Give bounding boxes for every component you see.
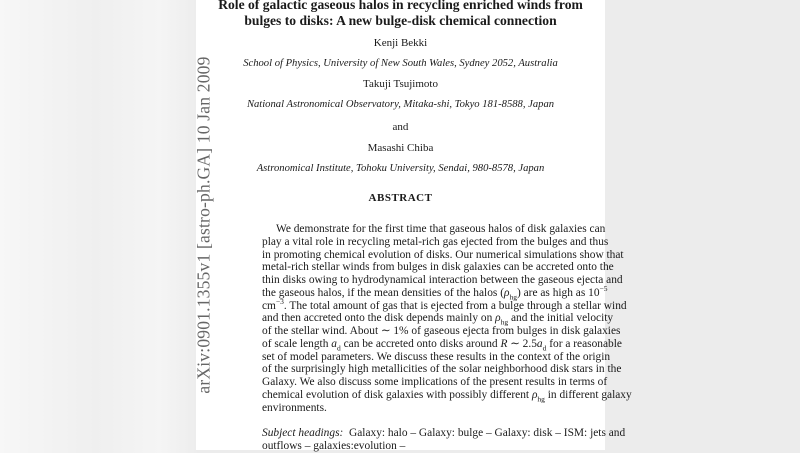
abstract-text-segment: the gaseous halos, if the mean densities of the halos ( (262, 286, 504, 299)
abstract-text-segment: −3 (275, 296, 284, 306)
viewer-background (605, 0, 800, 450)
abstract-text-segment: hg (509, 292, 517, 302)
abstract-text-segment: . The total amount of gas that is ejected from a bulge through a stellar wind (283, 299, 627, 312)
author-affiliation: School of Physics, University of New South Wales, Sydney 2052, Australia (243, 58, 558, 69)
abstract-text-segment: can be accreted onto disks around (340, 337, 501, 350)
abstract-text-segment: and the initial velocity (508, 312, 614, 325)
abstract-line (262, 248, 624, 262)
abstract-text-segment: Galaxy. We also discuss some implications of the present results in terms of (262, 376, 608, 388)
abstract-text-segment: We demonstrate for the first time that gaseous halos of disk galaxies can (276, 223, 606, 235)
abstract-text-segment: ) are as high as 10 (516, 286, 600, 299)
abstract-text-segment: set of model parameters. We discuss these results in the context of the origin (262, 350, 611, 363)
abstract-text-segment: −5 (599, 283, 608, 293)
abstract-line (262, 325, 621, 338)
abstract-text-segment: ρ (495, 312, 501, 325)
abstract-text-segment: a (536, 337, 543, 350)
subject-headings-label: Subject headings: (262, 427, 344, 439)
author-affiliation: Astronomical Institute, Tohoku University, Sendai, 980-8578, Japan (256, 163, 545, 174)
author-name: Masashi Chiba (367, 142, 434, 154)
author-name: Kenji Bekki (373, 37, 428, 49)
abstract-text-segment: chemical evolution of disk galaxies with possibly different (262, 388, 532, 401)
abstract-line (262, 388, 632, 404)
abstract-text-segment: cm (262, 299, 276, 312)
abstract-text-segment: of the surprisingly high metallicities of the solar neighborhood disk stars in the (262, 363, 622, 376)
arxiv-stamp: arXiv:0901.1355v1 [astro-ph.GA] 10 Jan 2009 (193, 56, 214, 394)
paper-title-line-2: bulges to disks: A new bulge-disk chemical connection (244, 13, 557, 28)
abstract-text-segment: and then accreted onto the disk depends mainly on (262, 312, 496, 325)
abstract-text-segment: environments. (262, 401, 327, 414)
abstract-line (276, 223, 606, 236)
subject-headings-line-2: outflows – galaxies:evolution – (262, 440, 406, 452)
author-name: Takuji Tsujimoto (363, 78, 438, 90)
abstract-text-segment: metal-rich stellar winds from bulges in disk galaxies can be accreted onto the (262, 261, 614, 274)
abstract-text-segment: play a vital role in recycling metal-rich gas ejected from the bulges and thus (262, 235, 609, 248)
abstract-text-segment: of scale length (262, 337, 332, 350)
author-affiliation: National Astronomical Observatory, Mitaka-shi, Tokyo 181-8588, Japan (246, 99, 555, 110)
abstract-line (262, 363, 622, 376)
and-separator: and (392, 121, 409, 133)
abstract-text-segment: hg (537, 394, 545, 404)
abstract-text-segment: of the stellar wind. About ∼ 1% of gaseous ejecta from bulges in disk galaxies (262, 325, 621, 337)
abstract-line (262, 274, 623, 287)
abstract-text-segment: hg (500, 317, 509, 327)
abstract-line (262, 261, 614, 274)
abstract-line (262, 283, 608, 302)
abstract-text-segment: ρ (531, 388, 538, 401)
abstract-line (262, 312, 614, 327)
paper-title-line-1: Role of galactic gaseous halos in recycling enriched winds from (218, 0, 583, 12)
subject-headings-text: Galaxy: halo – Galaxy: bulge – Galaxy: disk – ISM: jets and (343, 427, 626, 439)
abstract-heading: ABSTRACT (368, 192, 433, 204)
abstract-line (262, 376, 608, 389)
abstract-text-segment: thin disks owing to hydrodynamical interaction between the gaseous ejecta and (262, 274, 623, 286)
abstract-line (262, 402, 590, 415)
abstract-text-segment: d (336, 343, 341, 353)
abstract-line (262, 350, 611, 364)
abstract-text-segment: for a reasonable (546, 337, 622, 350)
abstract-text-segment: ρ (504, 286, 510, 299)
abstract-text-segment: a (331, 337, 337, 350)
abstract-line (262, 235, 609, 249)
abstract-text-segment: ∼ 2.5 (507, 337, 537, 350)
abstract-text-segment: R (500, 337, 508, 350)
abstract-text-segment: in different galaxy (544, 388, 632, 401)
abstract-line (262, 337, 622, 353)
subject-headings-line-1 (262, 427, 626, 440)
abstract-text-segment: d (542, 343, 547, 353)
abstract-text-segment: in promoting chemical evolution of disks. Our numerical simulations show that (262, 248, 624, 261)
